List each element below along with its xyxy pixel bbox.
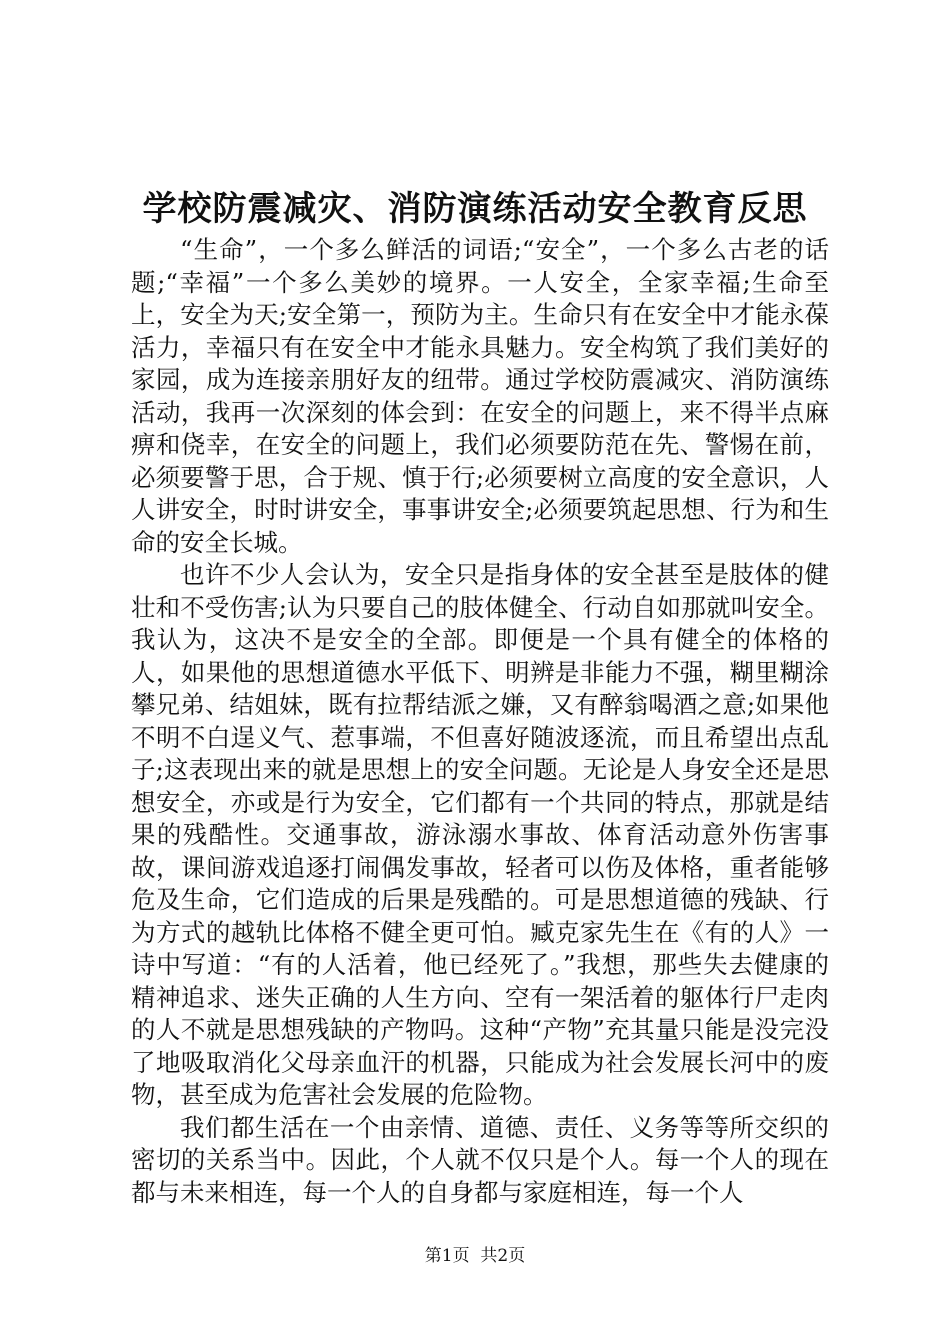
document-body: [131, 234, 829, 1209]
paragraph: 我们都生活在一个由亲情、道德、责任、义务等等所交织的密切的关系当中。因此，个人就不仅只是个人。每一个人的现在都与未来相连，每一个人的自身都与家庭相连，每一个人: [131, 1112, 829, 1207]
document-title: 学校防震减灾、消防演练活动安全教育反思: [142, 189, 808, 229]
page-number-footer: 第1页 共2页: [424, 1246, 526, 1266]
paragraph: 也许不少人会认为，安全只是指身体的安全甚至是肢体的健壮和不受伤害;认为只要自己的肢体健全、行动自如那就叫安全。我认为，这决不是安全的全部。即便是一个具有健全的体格的人，如果他的思想道德水平低下、明辨是非能力不强，糊里糊涂攀兄弟、结姐妹，既有拉帮结派之嫌，又有醉翁喝酒之意;如果他不明不白逞义气、惹事端，不但喜好随波逐流，而且希望出点乱子;这表现出来的就是思想上的安全问题。无论是人身安全还是思想安全，亦或是行为安全，它们都有一个共同的特点，那就是结果的残酷性。交通事故，游泳溺水事故、体育活动意外伤害事故，课间游戏追逐打闹偶发事故，轻者可以伤及体格，重者能够危及生命，它们造成的后果是残酷的。可是思想道德的残缺、行为方式的越轨比体格不健全更可怕。臧克家先生在《有的人》一诗中写道：“有的人活着，他已经死了。”我想，那些失去健康的精神追求、迷失正确的人生方向、空有一架活着的躯体行尸走肉的人不就是思想残缺的产物吗。这种“产物”充其量只能是没完没了地吸取消化父母亲血汗的机器，只能成为社会发展长河中的废物，甚至成为危害社会发展的危险物。: [131, 560, 829, 1109]
paragraph: “生命”，一个多么鲜活的词语;“安全”，一个多么古老的话题;“幸福”一个多么美妙的境界。一人安全，全家幸福;生命至上，安全为天;安全第一，预防为主。生命只有在安全中才能永葆活力，幸福只有在安全中才能永具魅力。安全构筑了我们美好的家园，成为连接亲朋好友的纽带。通过学校防震减灾、消防演练活动，我再一次深刻的体会到：在安全的问题上，来不得半点麻痹和侥幸，在安全的问题上，我们必须要防范在先、警惕在前，必须要警于思，合于规、慎于行;必须要树立高度的安全意识，人人讲安全，时时讲安全，事事讲安全;必须要筑起思想、行为和生命的安全长城。: [131, 235, 829, 557]
